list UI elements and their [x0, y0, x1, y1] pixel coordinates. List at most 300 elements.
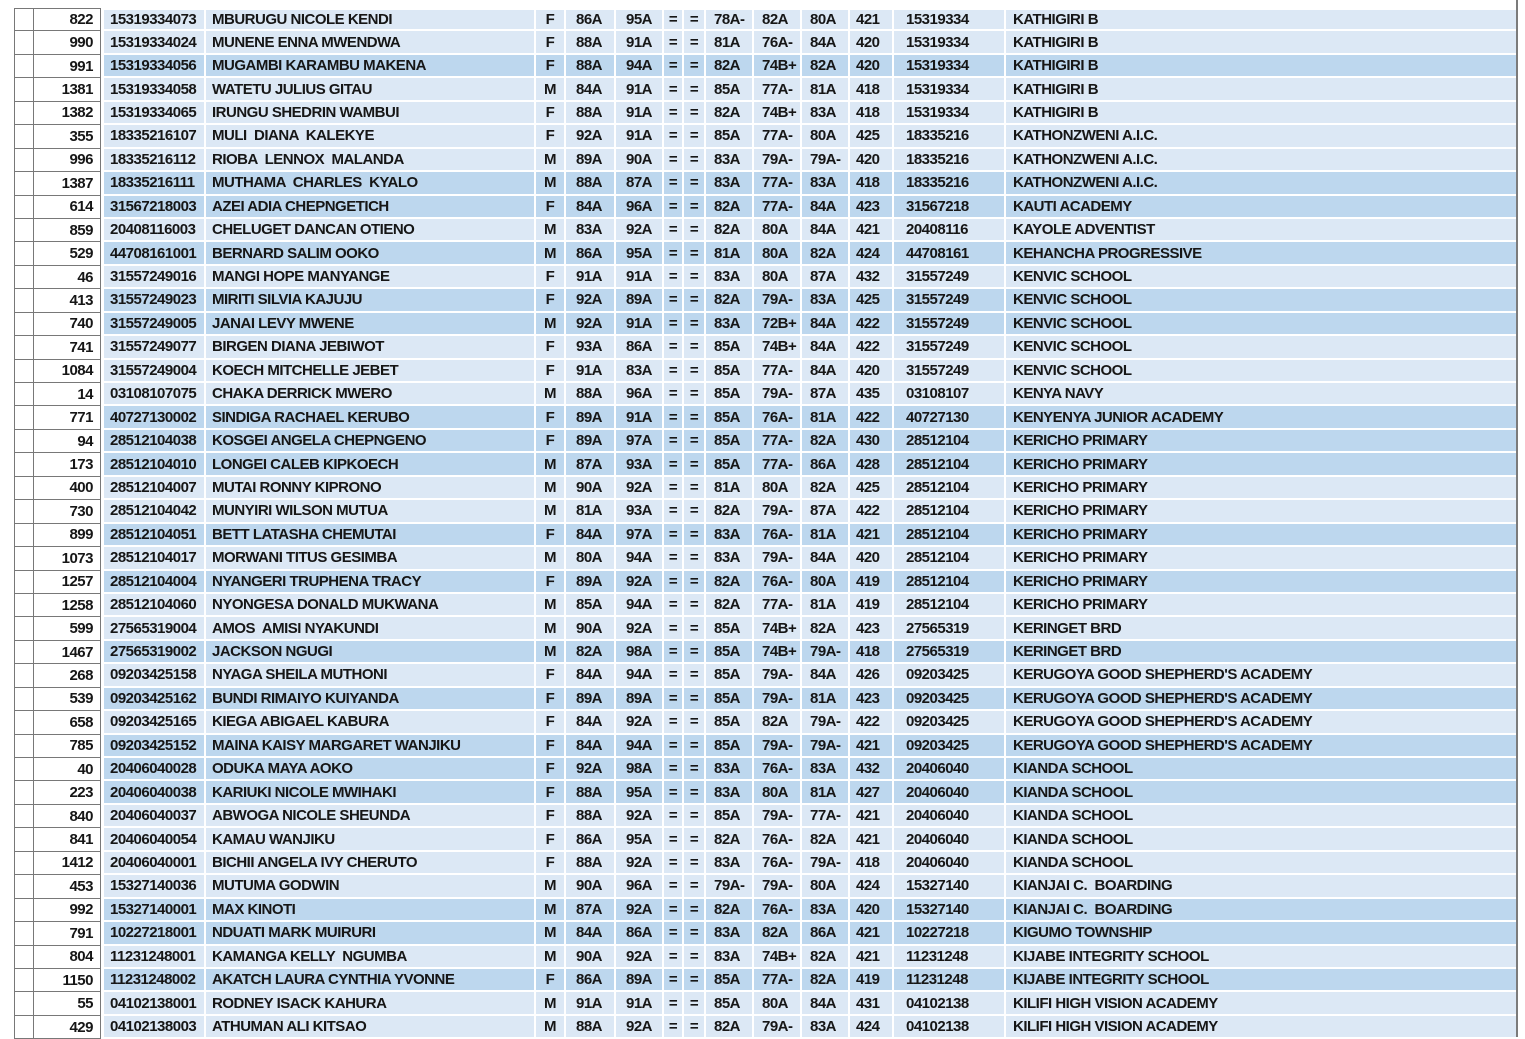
total-marks-cell[interactable]: 421 [850, 946, 894, 969]
candidate-name-cell[interactable]: RODNEY ISACK KAHURA [206, 992, 536, 1015]
score-2-cell[interactable]: 94A [616, 55, 664, 78]
candidate-name-cell[interactable]: NDUATI MARK MUIRURI [206, 922, 536, 945]
total-marks-cell[interactable]: 418 [850, 852, 894, 875]
candidate-name-cell[interactable]: CHAKA DERRICK MWERO [206, 383, 536, 406]
total-marks-cell[interactable]: 421 [850, 735, 894, 758]
total-marks-cell[interactable]: 423 [850, 688, 894, 711]
school-name-cell[interactable]: KERICHO PRIMARY [1006, 477, 1518, 500]
score-4-cell[interactable]: 82A [754, 922, 802, 945]
score-3-cell[interactable]: 85A [706, 711, 754, 734]
index-number-cell[interactable]: 15327140001 [104, 899, 206, 922]
index-number-cell[interactable]: 28512104038 [104, 430, 206, 453]
score-2-cell[interactable]: 96A [616, 875, 664, 898]
score-2-cell[interactable]: 97A [616, 430, 664, 453]
score-3-cell[interactable]: 85A [706, 78, 754, 101]
score-5-cell[interactable]: 80A [802, 125, 850, 148]
score-3-cell[interactable]: 83A [706, 172, 754, 195]
equals-marker-cell[interactable]: = [684, 922, 706, 945]
school-name-cell[interactable]: KIANDA SCHOOL [1006, 828, 1518, 851]
score-4-cell[interactable]: 79A- [754, 688, 802, 711]
candidate-name-cell[interactable]: NYAGA SHEILA MUTHONI [206, 664, 536, 687]
score-2-cell[interactable]: 95A [616, 8, 664, 31]
total-marks-cell[interactable]: 422 [850, 711, 894, 734]
gutter-cell[interactable] [14, 524, 34, 547]
school-name-cell[interactable]: KIJABE INTEGRITY SCHOOL [1006, 946, 1518, 969]
score-4-cell[interactable]: 74B+ [754, 617, 802, 640]
score-1-cell[interactable]: 84A [566, 196, 616, 219]
equals-marker-cell[interactable]: = [684, 1016, 706, 1039]
equals-marker-cell[interactable]: = [664, 969, 684, 992]
school-code-cell[interactable]: 27565319 [894, 641, 1006, 664]
candidate-name-cell[interactable]: ABWOGA NICOLE SHEUNDA [206, 805, 536, 828]
gender-cell[interactable]: F [536, 102, 566, 125]
index-number-cell[interactable]: 31567218003 [104, 196, 206, 219]
row-number-cell[interactable]: 94 [34, 430, 101, 453]
score-1-cell[interactable]: 84A [566, 711, 616, 734]
score-5-cell[interactable]: 81A [802, 406, 850, 429]
candidate-name-cell[interactable]: IRUNGU SHEDRIN WAMBUI [206, 102, 536, 125]
school-name-cell[interactable]: KATHIGIRI B [1006, 31, 1518, 54]
score-1-cell[interactable]: 92A [566, 313, 616, 336]
score-3-cell[interactable]: 85A [706, 125, 754, 148]
index-number-cell[interactable]: 20406040038 [104, 781, 206, 804]
row-number-cell[interactable]: 804 [34, 946, 101, 969]
score-3-cell[interactable]: 85A [706, 453, 754, 476]
school-name-cell[interactable]: KATHONZWENI A.I.C. [1006, 149, 1518, 172]
index-number-cell[interactable]: 31557249004 [104, 360, 206, 383]
school-name-cell[interactable]: KATHIGIRI B [1006, 8, 1518, 31]
school-code-cell[interactable]: 09203425 [894, 688, 1006, 711]
score-4-cell[interactable]: 76A- [754, 852, 802, 875]
school-code-cell[interactable]: 15319334 [894, 78, 1006, 101]
school-code-cell[interactable]: 28512104 [894, 594, 1006, 617]
score-4-cell[interactable]: 76A- [754, 828, 802, 851]
total-marks-cell[interactable]: 418 [850, 172, 894, 195]
score-4-cell[interactable]: 79A- [754, 805, 802, 828]
index-number-cell[interactable]: 28512104007 [104, 477, 206, 500]
score-4-cell[interactable]: 79A- [754, 664, 802, 687]
score-3-cell[interactable]: 85A [706, 805, 754, 828]
gutter-cell[interactable] [14, 242, 34, 265]
candidate-name-cell[interactable]: JACKSON NGUGI [206, 641, 536, 664]
gender-cell[interactable]: M [536, 899, 566, 922]
score-2-cell[interactable]: 91A [616, 266, 664, 289]
row-number-cell[interactable]: 14 [34, 383, 101, 406]
score-4-cell[interactable]: 79A- [754, 547, 802, 570]
score-2-cell[interactable]: 95A [616, 828, 664, 851]
equals-marker-cell[interactable]: = [664, 313, 684, 336]
row-number-cell[interactable]: 1084 [34, 360, 101, 383]
row-number-cell[interactable]: 1467 [34, 641, 101, 664]
equals-marker-cell[interactable]: = [684, 453, 706, 476]
gender-cell[interactable]: F [536, 828, 566, 851]
score-1-cell[interactable]: 89A [566, 406, 616, 429]
score-2-cell[interactable]: 94A [616, 547, 664, 570]
score-2-cell[interactable]: 96A [616, 196, 664, 219]
school-name-cell[interactable]: KENVIC SCHOOL [1006, 289, 1518, 312]
index-number-cell[interactable]: 28512104051 [104, 524, 206, 547]
score-5-cell[interactable]: 84A [802, 313, 850, 336]
total-marks-cell[interactable]: 424 [850, 875, 894, 898]
score-1-cell[interactable]: 90A [566, 477, 616, 500]
equals-marker-cell[interactable]: = [684, 196, 706, 219]
school-code-cell[interactable]: 18335216 [894, 149, 1006, 172]
equals-marker-cell[interactable]: = [664, 266, 684, 289]
school-code-cell[interactable]: 09203425 [894, 711, 1006, 734]
gender-cell[interactable]: M [536, 149, 566, 172]
school-name-cell[interactable]: KENVIC SCHOOL [1006, 360, 1518, 383]
score-5-cell[interactable]: 81A [802, 78, 850, 101]
score-4-cell[interactable]: 79A- [754, 500, 802, 523]
score-5-cell[interactable]: 80A [802, 8, 850, 31]
gutter-cell[interactable] [14, 219, 34, 242]
school-code-cell[interactable]: 09203425 [894, 735, 1006, 758]
total-marks-cell[interactable]: 420 [850, 31, 894, 54]
total-marks-cell[interactable]: 419 [850, 594, 894, 617]
score-3-cell[interactable]: 83A [706, 524, 754, 547]
school-code-cell[interactable]: 31557249 [894, 360, 1006, 383]
candidate-name-cell[interactable]: WATETU JULIUS GITAU [206, 78, 536, 101]
score-5-cell[interactable]: 83A [802, 172, 850, 195]
equals-marker-cell[interactable]: = [664, 781, 684, 804]
score-3-cell[interactable]: 83A [706, 852, 754, 875]
score-1-cell[interactable]: 88A [566, 102, 616, 125]
index-number-cell[interactable]: 28512104017 [104, 547, 206, 570]
index-number-cell[interactable]: 20406040037 [104, 805, 206, 828]
score-3-cell[interactable]: 82A [706, 500, 754, 523]
school-code-cell[interactable]: 31557249 [894, 266, 1006, 289]
row-number-cell[interactable]: 46 [34, 266, 101, 289]
equals-marker-cell[interactable]: = [664, 641, 684, 664]
score-3-cell[interactable]: 83A [706, 266, 754, 289]
total-marks-cell[interactable]: 418 [850, 102, 894, 125]
score-4-cell[interactable]: 76A- [754, 31, 802, 54]
score-1-cell[interactable]: 84A [566, 524, 616, 547]
score-1-cell[interactable]: 81A [566, 500, 616, 523]
score-1-cell[interactable]: 80A [566, 547, 616, 570]
candidate-name-cell[interactable]: SINDIGA RACHAEL KERUBO [206, 406, 536, 429]
equals-marker-cell[interactable]: = [684, 360, 706, 383]
gutter-cell[interactable] [14, 31, 34, 54]
candidate-name-cell[interactable]: KAMANGA KELLY NGUMBA [206, 946, 536, 969]
score-3-cell[interactable]: 85A [706, 992, 754, 1015]
score-3-cell[interactable]: 82A [706, 828, 754, 851]
score-2-cell[interactable]: 95A [616, 242, 664, 265]
total-marks-cell[interactable]: 423 [850, 617, 894, 640]
total-marks-cell[interactable]: 421 [850, 828, 894, 851]
score-4-cell[interactable]: 80A [754, 477, 802, 500]
score-4-cell[interactable]: 76A- [754, 571, 802, 594]
row-number-cell[interactable]: 771 [34, 406, 101, 429]
score-1-cell[interactable]: 86A [566, 242, 616, 265]
gutter-cell[interactable] [14, 758, 34, 781]
score-2-cell[interactable]: 91A [616, 78, 664, 101]
gender-cell[interactable]: F [536, 196, 566, 219]
candidate-name-cell[interactable]: KOECH MITCHELLE JEBET [206, 360, 536, 383]
score-2-cell[interactable]: 91A [616, 31, 664, 54]
score-4-cell[interactable]: 79A- [754, 289, 802, 312]
equals-marker-cell[interactable]: = [684, 828, 706, 851]
equals-marker-cell[interactable]: = [664, 500, 684, 523]
score-2-cell[interactable]: 92A [616, 571, 664, 594]
score-4-cell[interactable]: 77A- [754, 125, 802, 148]
score-1-cell[interactable]: 88A [566, 781, 616, 804]
gutter-cell[interactable] [14, 828, 34, 851]
index-number-cell[interactable]: 28512104004 [104, 571, 206, 594]
gender-cell[interactable]: F [536, 55, 566, 78]
score-5-cell[interactable]: 80A [802, 875, 850, 898]
candidate-name-cell[interactable]: ODUKA MAYA AOKO [206, 758, 536, 781]
score-2-cell[interactable]: 89A [616, 688, 664, 711]
equals-marker-cell[interactable]: = [664, 688, 684, 711]
gutter-cell[interactable] [14, 735, 34, 758]
score-1-cell[interactable]: 93A [566, 336, 616, 359]
equals-marker-cell[interactable]: = [684, 78, 706, 101]
equals-marker-cell[interactable]: = [684, 594, 706, 617]
gender-cell[interactable]: F [536, 31, 566, 54]
school-name-cell[interactable]: KERINGET BRD [1006, 617, 1518, 640]
gutter-cell[interactable] [14, 125, 34, 148]
index-number-cell[interactable]: 28512104010 [104, 453, 206, 476]
school-code-cell[interactable]: 20406040 [894, 852, 1006, 875]
equals-marker-cell[interactable]: = [664, 219, 684, 242]
row-number-cell[interactable]: 1258 [34, 594, 101, 617]
score-1-cell[interactable]: 90A [566, 617, 616, 640]
gender-cell[interactable]: M [536, 594, 566, 617]
equals-marker-cell[interactable]: = [664, 852, 684, 875]
total-marks-cell[interactable]: 424 [850, 242, 894, 265]
gutter-cell[interactable] [14, 875, 34, 898]
gutter-cell[interactable] [14, 781, 34, 804]
total-marks-cell[interactable]: 425 [850, 125, 894, 148]
school-code-cell[interactable]: 31557249 [894, 336, 1006, 359]
candidate-name-cell[interactable]: KIEGA ABIGAEL KABURA [206, 711, 536, 734]
total-marks-cell[interactable]: 421 [850, 219, 894, 242]
school-code-cell[interactable]: 28512104 [894, 477, 1006, 500]
row-number-cell[interactable]: 40 [34, 758, 101, 781]
row-number-cell[interactable]: 1382 [34, 102, 101, 125]
equals-marker-cell[interactable]: = [664, 617, 684, 640]
score-1-cell[interactable]: 88A [566, 31, 616, 54]
row-number-cell[interactable]: 899 [34, 524, 101, 547]
score-4-cell[interactable]: 77A- [754, 969, 802, 992]
school-name-cell[interactable]: KIANDA SCHOOL [1006, 781, 1518, 804]
school-name-cell[interactable]: KERUGOYA GOOD SHEPHERD'S ACADEMY [1006, 735, 1518, 758]
score-3-cell[interactable]: 85A [706, 735, 754, 758]
equals-marker-cell[interactable]: = [664, 594, 684, 617]
equals-marker-cell[interactable]: = [684, 992, 706, 1015]
score-2-cell[interactable]: 93A [616, 500, 664, 523]
score-5-cell[interactable]: 84A [802, 664, 850, 687]
index-number-cell[interactable]: 11231248002 [104, 969, 206, 992]
gutter-cell[interactable] [14, 547, 34, 570]
index-number-cell[interactable]: 28512104060 [104, 594, 206, 617]
school-code-cell[interactable]: 27565319 [894, 617, 1006, 640]
total-marks-cell[interactable]: 419 [850, 969, 894, 992]
score-5-cell[interactable]: 83A [802, 899, 850, 922]
candidate-name-cell[interactable]: MUNYIRI WILSON MUTUA [206, 500, 536, 523]
gender-cell[interactable]: M [536, 641, 566, 664]
score-4-cell[interactable]: 74B+ [754, 946, 802, 969]
score-3-cell[interactable]: 82A [706, 219, 754, 242]
score-1-cell[interactable]: 92A [566, 289, 616, 312]
score-2-cell[interactable]: 91A [616, 313, 664, 336]
candidate-name-cell[interactable]: MUTAI RONNY KIPRONO [206, 477, 536, 500]
gutter-cell[interactable] [14, 8, 34, 31]
candidate-name-cell[interactable]: MUNENE ENNA MWENDWA [206, 31, 536, 54]
school-name-cell[interactable]: KATHONZWENI A.I.C. [1006, 172, 1518, 195]
gutter-cell[interactable] [14, 664, 34, 687]
school-code-cell[interactable]: 44708161 [894, 242, 1006, 265]
gutter-cell[interactable] [14, 289, 34, 312]
candidate-name-cell[interactable]: AZEI ADIA CHEPNGETICH [206, 196, 536, 219]
equals-marker-cell[interactable]: = [664, 805, 684, 828]
gender-cell[interactable]: F [536, 8, 566, 31]
total-marks-cell[interactable]: 430 [850, 430, 894, 453]
score-4-cell[interactable]: 74B+ [754, 336, 802, 359]
equals-marker-cell[interactable]: = [664, 664, 684, 687]
gutter-cell[interactable] [14, 383, 34, 406]
score-3-cell[interactable]: 81A [706, 477, 754, 500]
score-3-cell[interactable]: 82A [706, 196, 754, 219]
equals-marker-cell[interactable]: = [664, 571, 684, 594]
score-4-cell[interactable]: 82A [754, 711, 802, 734]
candidate-name-cell[interactable]: MUTUMA GODWIN [206, 875, 536, 898]
score-5-cell[interactable]: 81A [802, 688, 850, 711]
school-name-cell[interactable]: KIGUMO TOWNSHIP [1006, 922, 1518, 945]
equals-marker-cell[interactable]: = [684, 571, 706, 594]
row-number-cell[interactable]: 991 [34, 55, 101, 78]
row-number-cell[interactable]: 529 [34, 242, 101, 265]
score-2-cell[interactable]: 94A [616, 664, 664, 687]
score-1-cell[interactable]: 89A [566, 688, 616, 711]
candidate-name-cell[interactable]: MULI DIANA KALEKYE [206, 125, 536, 148]
total-marks-cell[interactable]: 431 [850, 992, 894, 1015]
equals-marker-cell[interactable]: = [684, 313, 706, 336]
gutter-cell[interactable] [14, 266, 34, 289]
school-code-cell[interactable]: 28512104 [894, 500, 1006, 523]
equals-marker-cell[interactable]: = [684, 969, 706, 992]
score-5-cell[interactable]: 82A [802, 242, 850, 265]
score-5-cell[interactable]: 83A [802, 1016, 850, 1039]
equals-marker-cell[interactable]: = [664, 711, 684, 734]
gutter-cell[interactable] [14, 1016, 34, 1039]
equals-marker-cell[interactable]: = [664, 31, 684, 54]
score-4-cell[interactable]: 76A- [754, 406, 802, 429]
score-3-cell[interactable]: 85A [706, 430, 754, 453]
score-2-cell[interactable]: 87A [616, 172, 664, 195]
score-2-cell[interactable]: 92A [616, 1016, 664, 1039]
row-number-cell[interactable]: 1381 [34, 78, 101, 101]
row-number-cell[interactable]: 859 [34, 219, 101, 242]
equals-marker-cell[interactable]: = [684, 758, 706, 781]
score-5-cell[interactable]: 79A- [802, 735, 850, 758]
score-1-cell[interactable]: 92A [566, 758, 616, 781]
school-code-cell[interactable]: 28512104 [894, 453, 1006, 476]
school-code-cell[interactable]: 28512104 [894, 571, 1006, 594]
score-2-cell[interactable]: 92A [616, 805, 664, 828]
gender-cell[interactable]: F [536, 688, 566, 711]
index-number-cell[interactable]: 04102138001 [104, 992, 206, 1015]
school-name-cell[interactable]: KERICHO PRIMARY [1006, 453, 1518, 476]
score-5-cell[interactable]: 82A [802, 430, 850, 453]
score-1-cell[interactable]: 89A [566, 430, 616, 453]
index-number-cell[interactable]: 15327140036 [104, 875, 206, 898]
score-2-cell[interactable]: 91A [616, 406, 664, 429]
equals-marker-cell[interactable]: = [664, 735, 684, 758]
total-marks-cell[interactable]: 421 [850, 805, 894, 828]
total-marks-cell[interactable]: 432 [850, 758, 894, 781]
score-4-cell[interactable]: 77A- [754, 594, 802, 617]
total-marks-cell[interactable]: 423 [850, 196, 894, 219]
equals-marker-cell[interactable]: = [684, 383, 706, 406]
row-number-cell[interactable]: 268 [34, 664, 101, 687]
gender-cell[interactable]: F [536, 360, 566, 383]
gender-cell[interactable]: M [536, 1016, 566, 1039]
score-3-cell[interactable]: 83A [706, 313, 754, 336]
gutter-cell[interactable] [14, 500, 34, 523]
score-2-cell[interactable]: 94A [616, 735, 664, 758]
equals-marker-cell[interactable]: = [664, 78, 684, 101]
score-3-cell[interactable]: 85A [706, 617, 754, 640]
gender-cell[interactable]: F [536, 781, 566, 804]
score-5-cell[interactable]: 82A [802, 617, 850, 640]
total-marks-cell[interactable]: 418 [850, 78, 894, 101]
gutter-cell[interactable] [14, 969, 34, 992]
equals-marker-cell[interactable]: = [664, 946, 684, 969]
gutter-cell[interactable] [14, 196, 34, 219]
gutter-cell[interactable] [14, 172, 34, 195]
score-4-cell[interactable]: 77A- [754, 360, 802, 383]
equals-marker-cell[interactable]: = [684, 875, 706, 898]
index-number-cell[interactable]: 11231248001 [104, 946, 206, 969]
equals-marker-cell[interactable]: = [684, 899, 706, 922]
gender-cell[interactable]: M [536, 383, 566, 406]
index-number-cell[interactable]: 09203425165 [104, 711, 206, 734]
total-marks-cell[interactable]: 425 [850, 477, 894, 500]
equals-marker-cell[interactable]: = [664, 8, 684, 31]
index-number-cell[interactable]: 27565319002 [104, 641, 206, 664]
score-4-cell[interactable]: 79A- [754, 1016, 802, 1039]
equals-marker-cell[interactable]: = [664, 289, 684, 312]
score-3-cell[interactable]: 85A [706, 360, 754, 383]
index-number-cell[interactable]: 15319334058 [104, 78, 206, 101]
score-3-cell[interactable]: 83A [706, 922, 754, 945]
gender-cell[interactable]: F [536, 711, 566, 734]
gutter-cell[interactable] [14, 688, 34, 711]
total-marks-cell[interactable]: 420 [850, 149, 894, 172]
school-code-cell[interactable]: 10227218 [894, 922, 1006, 945]
equals-marker-cell[interactable]: = [684, 547, 706, 570]
gender-cell[interactable]: F [536, 406, 566, 429]
gutter-cell[interactable] [14, 594, 34, 617]
total-marks-cell[interactable]: 419 [850, 571, 894, 594]
row-number-cell[interactable]: 453 [34, 875, 101, 898]
score-3-cell[interactable]: 85A [706, 406, 754, 429]
score-1-cell[interactable]: 91A [566, 992, 616, 1015]
total-marks-cell[interactable]: 435 [850, 383, 894, 406]
candidate-name-cell[interactable]: KOSGEI ANGELA CHEPNGENO [206, 430, 536, 453]
row-number-cell[interactable]: 1387 [34, 172, 101, 195]
candidate-name-cell[interactable]: NYONGESA DONALD MUKWANA [206, 594, 536, 617]
score-2-cell[interactable]: 93A [616, 453, 664, 476]
gender-cell[interactable]: F [536, 664, 566, 687]
score-5-cell[interactable]: 79A- [802, 852, 850, 875]
score-3-cell[interactable]: 82A [706, 594, 754, 617]
equals-marker-cell[interactable]: = [664, 102, 684, 125]
score-4-cell[interactable]: 80A [754, 266, 802, 289]
school-name-cell[interactable]: KATHIGIRI B [1006, 55, 1518, 78]
